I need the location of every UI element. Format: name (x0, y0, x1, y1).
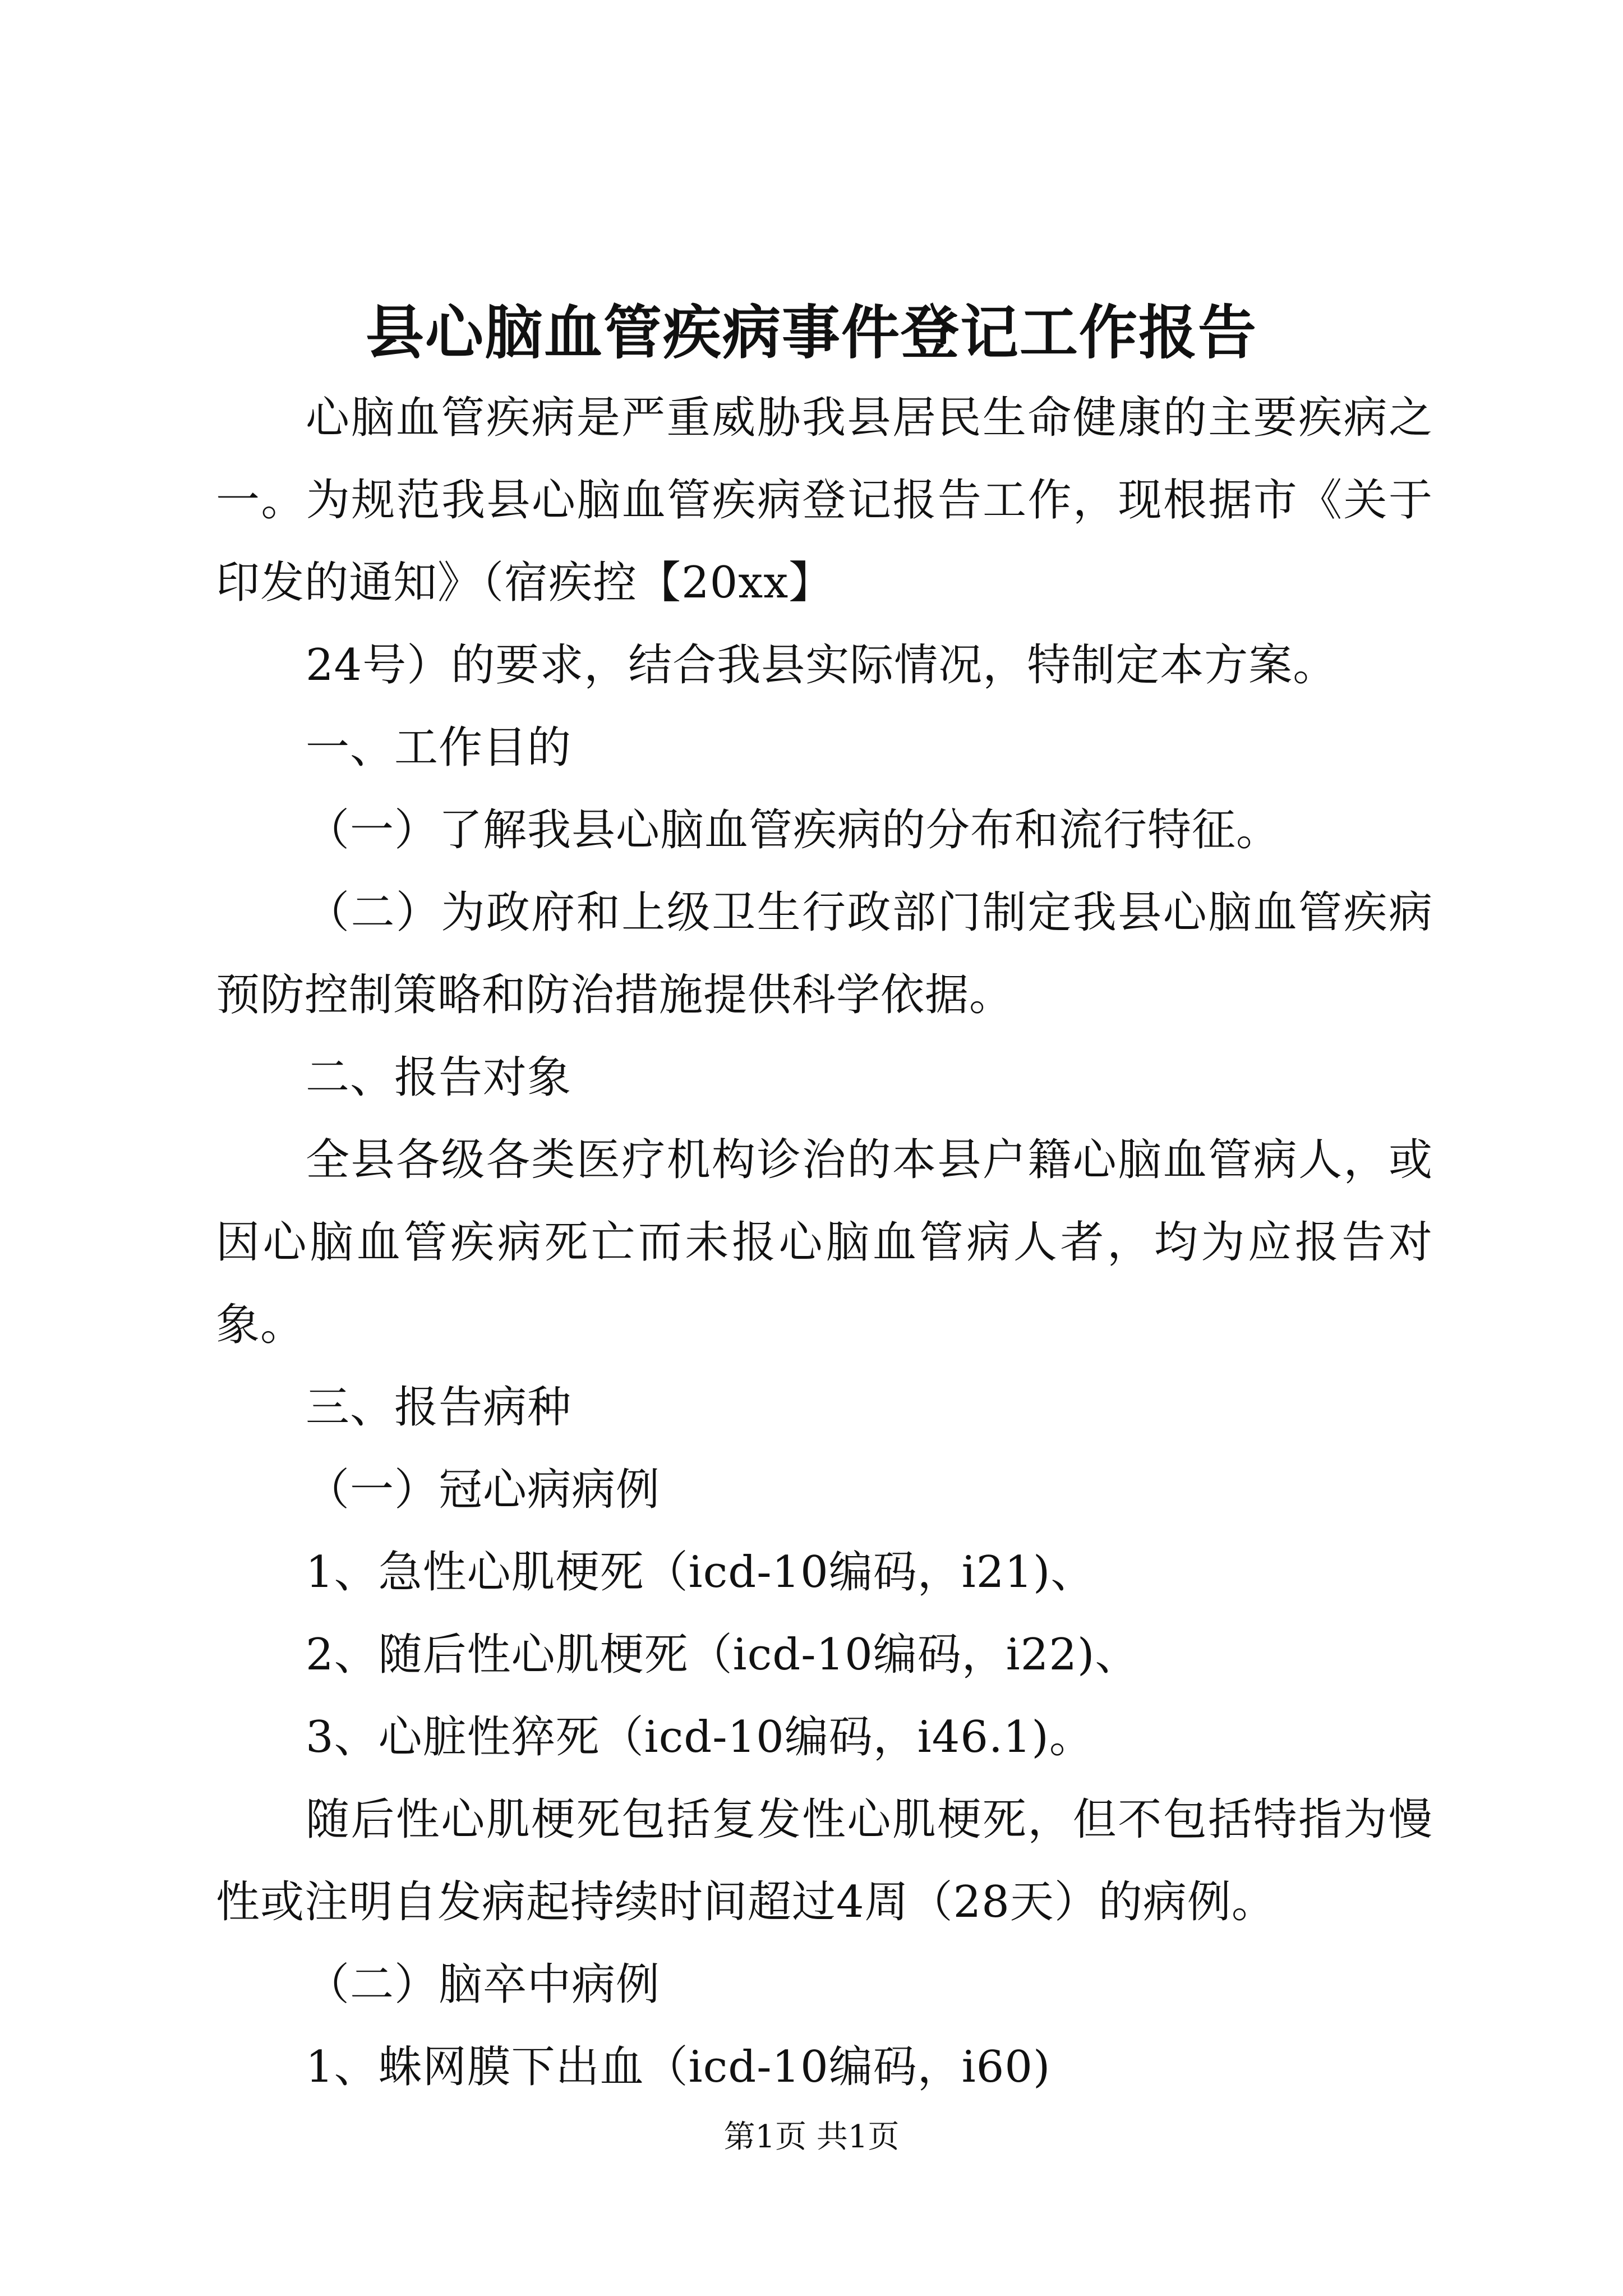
document-title: 县心脑血管疾病事件登记工作报告 (365, 298, 1257, 367)
section-heading-report-target: 二、报告对象 (306, 1052, 572, 1103)
page-number: 第1页 共1页 (723, 2119, 900, 2155)
document-body (216, 377, 1433, 2109)
section-heading-purpose: 一、工作目的 (306, 723, 572, 773)
chd-note: 随后性心肌梗死包括复发性心肌梗死，但不包括特指为慢性或注明自发病起持续时间超过4周（28天）的病例。 (216, 1795, 1433, 1927)
chd-item-1: 1、急性心肌梗死（icd-10编码，i21)、 (306, 1547, 1095, 1598)
chd-item-3: 3、心脏性猝死（icd-10编码，i46.1)。 (306, 1712, 1094, 1763)
paragraph-intro-continued: 24号）的要求，结合我县实际情况，特制定本方案。 (306, 640, 1338, 691)
purpose-item-1: （一）了解我县心脑血管疾病的分布和流行特征。 (306, 805, 1281, 855)
paragraph-intro: 心脑血管疾病是严重威胁我县居民生命健康的主要疾病之一。为规范我县心脑血管疾病登记报告工作，现根据市《关于印发的通知》（宿疾控【20xx】 (216, 393, 1433, 608)
chd-item-2: 2、随后性心肌梗死（icd-10编码，i22)、 (306, 1630, 1140, 1680)
section-heading-disease-types: 三、报告病种 (306, 1382, 572, 1433)
stroke-item-1: 1、蛛网膜下出血（icd-10编码，i60) (306, 2042, 1051, 2092)
report-target-text: 全县各级各类医疗机构诊治的本县户籍心脑血管病人，或因心脑血管疾病死亡而未报心脑血管病人者，均为应报告对象。 (216, 1135, 1433, 1350)
purpose-item-2: （二）为政府和上级卫生行政部门制定我县心脑血管疾病预防控制策略和防治措施提供科学依据。 (216, 887, 1433, 1020)
subsection-heading-chd: （一）冠心病病例 (306, 1465, 661, 1515)
subsection-heading-stroke: （二）脑卒中病例 (306, 1959, 661, 2010)
